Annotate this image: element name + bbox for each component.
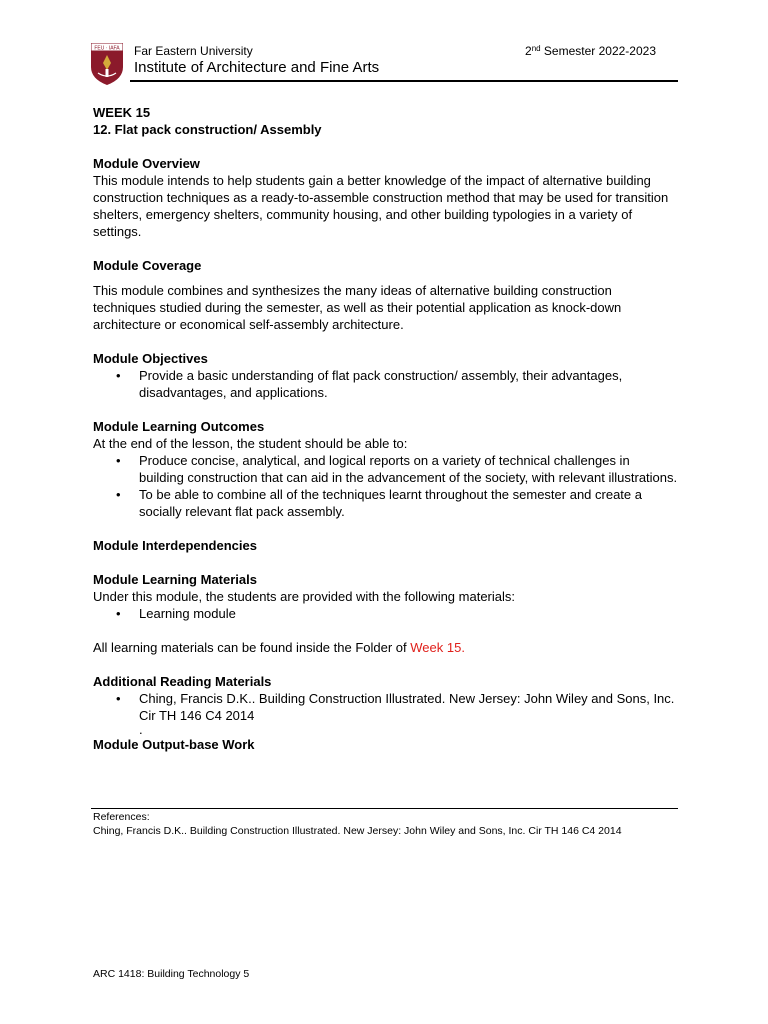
semester-label: 2nd Semester 2022-2023 xyxy=(525,44,656,58)
university-name: Far Eastern University xyxy=(134,44,253,58)
outcomes-list xyxy=(93,452,678,520)
institute-name: Institute of Architecture and Fine Arts xyxy=(134,59,380,76)
overview-text: This module intends to help students gain a better knowledge of the impact of alternative building construction techniques as a ready-to-assemble construction method that may be used for transition shelters, emergency shelters, community housing, and other building typologies in a variety of settings. xyxy=(93,173,669,239)
folder-note xyxy=(93,639,678,656)
folder-text: All learning materials can be found inside the Folder of xyxy=(93,640,411,655)
objectives-list xyxy=(93,367,678,401)
header-rule xyxy=(130,80,678,82)
list-item: • Ching, Francis D.K.. Building Construction Illustrated. New Jersey: John Wiley and Sons, Inc. Cir TH 146 C4 2014 xyxy=(93,690,678,724)
outcomes-intro: At the end of the lesson, the student should be able to: xyxy=(93,436,408,451)
output-heading: Module Output-base Work xyxy=(93,737,255,752)
materials-list xyxy=(93,605,678,622)
objectives-heading: Module Objectives xyxy=(93,351,208,366)
svg-text:FEU · IAFA: FEU · IAFA xyxy=(94,45,120,52)
feu-logo xyxy=(91,43,123,85)
outcomes-heading: Module Learning Outcomes xyxy=(93,419,265,434)
list-item: • Learning module xyxy=(93,605,678,622)
list-item: • To be able to combine all of the techniques learnt throughout the semester and create a socially relevant flat pack assembly. xyxy=(93,486,678,520)
list-item: • Produce concise, analytical, and logical reports on a variety of technical challenges in building construction that can aid in the advancement of the society, with relevant illustrations. xyxy=(93,452,678,486)
trailing-period: . xyxy=(139,722,143,737)
week-folder-link[interactable]: Week 15. xyxy=(410,640,465,655)
reading-list xyxy=(93,690,678,724)
overview-heading: Module Overview xyxy=(93,156,200,171)
module-content xyxy=(93,104,678,753)
course-footer: ARC 1418: Building Technology 5 xyxy=(93,968,250,980)
list-item: • Provide a basic understanding of flat pack construction/ assembly, their advantages, disadvantages, and applications. xyxy=(93,367,678,401)
coverage-text: This module combines and synthesizes the many ideas of alternative building construction techniques studied during the semester, as well as their potential application as knock-down architecture or economical self-assembly architecture. xyxy=(93,283,622,332)
footnote-rule xyxy=(91,808,678,809)
references xyxy=(93,810,622,838)
reading-heading: Additional Reading Materials xyxy=(93,674,272,689)
module-title: 12. Flat pack construction/ Assembly xyxy=(93,122,322,137)
references-text: Ching, Francis D.K.. Building Construction Illustrated. New Jersey: John Wiley and Sons, Inc. Cir TH 146 C4 2014 xyxy=(93,825,622,837)
references-label: References: xyxy=(93,811,150,823)
week-label: WEEK 15 xyxy=(93,105,151,120)
materials-intro: Under this module, the students are provided with the following materials: xyxy=(93,589,515,604)
materials-heading: Module Learning Materials xyxy=(93,572,257,587)
coverage-heading: Module Coverage xyxy=(93,258,202,273)
interdependencies-heading: Module Interdependencies xyxy=(93,538,257,553)
